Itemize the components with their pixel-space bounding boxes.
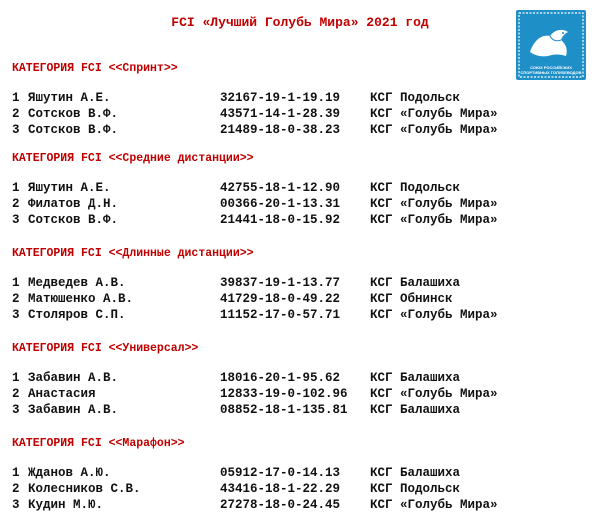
results-list — [12, 90, 592, 138]
category-heading: КАТЕГОРИЯ FCI <<Спринт>> — [12, 62, 178, 75]
results-list — [12, 275, 592, 323]
ring-code: 00366-20-1-13.31 — [220, 197, 341, 211]
place-number: 3 — [12, 498, 20, 512]
results-list — [12, 180, 592, 228]
fancier-name: Жданов А.Ю. — [28, 466, 111, 480]
result-row — [12, 465, 592, 481]
club-name: КСГ Балашиха — [370, 403, 461, 417]
category-section — [12, 247, 592, 323]
fancier-name: Медведев А.В. — [28, 276, 126, 290]
category-section — [12, 342, 592, 418]
ring-code: 21489-18-0-38.23 — [220, 123, 341, 137]
fancier-name: Анастасия — [28, 387, 96, 401]
club-name: КСГ Подольск — [370, 181, 461, 195]
ring-code: 32167-19-1-19.19 — [220, 91, 341, 105]
club-name: КСГ «Голубь Мира» — [370, 197, 498, 211]
category-heading: КАТЕГОРИЯ FCI <<Универсал>> — [12, 342, 199, 355]
club-name: КСГ «Голубь Мира» — [370, 498, 498, 512]
fancier-name: Забавин А.В. — [28, 403, 119, 417]
results-list — [12, 370, 592, 418]
club-name: КСГ Обнинск — [370, 292, 453, 306]
result-row — [12, 307, 592, 323]
result-row — [12, 291, 592, 307]
ring-code: 21441-18-0-15.92 — [220, 213, 341, 227]
ring-code: 39837-19-1-13.77 — [220, 276, 341, 290]
category-heading: КАТЕГОРИЯ FCI <<Средние дистанции>> — [12, 152, 254, 165]
ring-code: 11152-17-0-57.71 — [220, 308, 341, 322]
club-name: КСГ «Голубь Мира» — [370, 107, 498, 121]
result-row — [12, 180, 592, 196]
fancier-name: Сотсков В.Ф. — [28, 213, 119, 227]
ring-code: 27278-18-0-24.45 — [220, 498, 341, 512]
place-number: 1 — [12, 466, 20, 480]
fancier-name: Кудин М.Ю. — [28, 498, 104, 512]
result-row — [12, 275, 592, 291]
result-row — [12, 212, 592, 228]
place-number: 1 — [12, 371, 20, 385]
club-name: КСГ Балашиха — [370, 276, 461, 290]
place-number: 2 — [12, 292, 20, 306]
fancier-name: Колесников С.В. — [28, 482, 141, 496]
fancier-name: Филатов Д.Н. — [28, 197, 119, 211]
logo-text-line2: СПОРТИВНЫХ ГОЛУБЕВОДОВ — [520, 70, 582, 75]
logo-text-line1: СОЮЗ РОССИЙСКИХ — [530, 65, 572, 70]
fancier-name: Матюшенко А.В. — [28, 292, 134, 306]
ring-code: 18016-20-1-95.62 — [220, 371, 341, 385]
fancier-name: Яшутин А.Е. — [28, 91, 111, 105]
result-row — [12, 497, 592, 513]
result-row — [12, 90, 592, 106]
result-row — [12, 402, 592, 418]
club-name: КСГ «Голубь Мира» — [370, 308, 498, 322]
fancier-name: Забавин А.В. — [28, 371, 119, 385]
place-number: 3 — [12, 123, 20, 137]
ring-code: 43416-18-1-22.29 — [220, 482, 341, 496]
club-name: КСГ Подольск — [370, 91, 461, 105]
page-title: FCI «Лучший Голубь Мира» 2021 год — [171, 15, 429, 30]
ring-code: 41729-18-0-49.22 — [220, 292, 341, 306]
category-section — [12, 152, 592, 228]
club-name: КСГ Подольск — [370, 482, 461, 496]
club-name: КСГ «Голубь Мира» — [370, 213, 498, 227]
club-name: КСГ «Голубь Мира» — [370, 123, 498, 137]
place-number: 3 — [12, 213, 20, 227]
place-number: 1 — [12, 276, 20, 290]
place-number: 3 — [12, 403, 20, 417]
category-heading: КАТЕГОРИЯ FCI <<Марафон>> — [12, 437, 185, 450]
fancier-name: Сотсков В.Ф. — [28, 107, 119, 121]
results-list — [12, 465, 592, 513]
fancier-name: Яшутин А.Е. — [28, 181, 111, 195]
result-row — [12, 481, 592, 497]
result-row — [12, 122, 592, 138]
club-name: КСГ Балашиха — [370, 371, 461, 385]
place-number: 1 — [12, 181, 20, 195]
result-row — [12, 370, 592, 386]
category-section — [12, 437, 592, 513]
result-row — [12, 106, 592, 122]
category-heading: КАТЕГОРИЯ FCI <<Длинные дистанции>> — [12, 247, 254, 260]
category-section — [12, 62, 592, 138]
result-row — [12, 196, 592, 212]
place-number: 3 — [12, 308, 20, 322]
fancier-name: Сотсков В.Ф. — [28, 123, 119, 137]
club-name: КСГ Балашиха — [370, 466, 461, 480]
place-number: 2 — [12, 107, 20, 121]
ring-code: 42755-18-1-12.90 — [220, 181, 341, 195]
ring-code: 08852-18-1-135.81 — [220, 403, 348, 417]
ring-code: 12833-19-0-102.96 — [220, 387, 348, 401]
place-number: 2 — [12, 197, 20, 211]
place-number: 2 — [12, 387, 20, 401]
club-name: КСГ «Голубь Мира» — [370, 387, 498, 401]
ring-code: 43571-14-1-28.39 — [220, 107, 341, 121]
ring-code: 05912-17-0-14.13 — [220, 466, 341, 480]
place-number: 1 — [12, 91, 20, 105]
fancier-name: Столяров С.П. — [28, 308, 126, 322]
place-number: 2 — [12, 482, 20, 496]
result-row — [12, 386, 592, 402]
